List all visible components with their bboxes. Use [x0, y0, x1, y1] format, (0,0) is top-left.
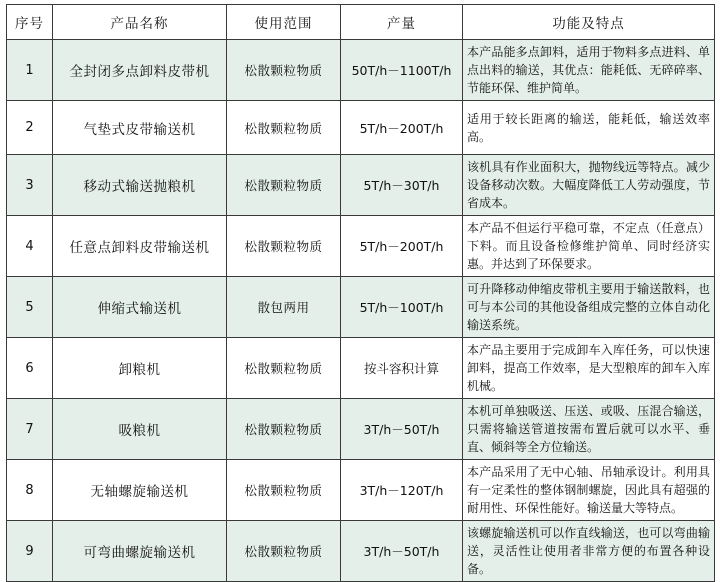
cell-no: 9: [7, 521, 53, 582]
table-row: [7, 40, 715, 101]
table-row: [7, 101, 715, 155]
cell-features: 本产品主要用于完成卸车入库任务，可以快速卸料，提高工作效率，是大型粮库的卸车入库机械。: [463, 338, 715, 399]
cell-product-name: 移动式输送抛粮机: [53, 155, 227, 216]
cell-features: 本产品不但运行平稳可靠，不定点（任意点）下料。而且设备检修维护简单、同时经济实惠。并达到了环保要求。: [463, 216, 715, 277]
cell-scope: 松散颗粒物质: [227, 338, 341, 399]
cell-scope: 松散颗粒物质: [227, 101, 341, 155]
table-row: [7, 216, 715, 277]
cell-no: 4: [7, 216, 53, 277]
cell-no: 5: [7, 277, 53, 338]
column-header-scope: 使用范围: [227, 5, 341, 40]
cell-output: 5T/h－200T/h: [341, 216, 463, 277]
cell-product-name: 伸缩式输送机: [53, 277, 227, 338]
table-row: [7, 277, 715, 338]
cell-features: 可升降移动伸缩皮带机主要用于输送散料，也可与本公司的其他设备组成完整的立体自动化输送系统。: [463, 277, 715, 338]
cell-scope: 松散颗粒物质: [227, 155, 341, 216]
cell-features: 适用于较长距离的输送，能耗低，输送效率高。: [463, 101, 715, 155]
cell-scope: 松散颗粒物质: [227, 399, 341, 460]
cell-features: 本产品能多点卸料，适用于物料多点进料、单点出料的输送，其优点：能耗低、无碎碎率、节能环保、维护简单。: [463, 40, 715, 101]
table-row: [7, 399, 715, 460]
product-spec-table: [6, 4, 715, 582]
cell-product-name: 无轴螺旋输送机: [53, 460, 227, 521]
header-row: [7, 5, 715, 40]
table-header: [7, 5, 715, 40]
cell-features: 本机可单独吸送、压送、或吸、压混合输送，只需将输送管道按需布置后就可以水平、垂直、倾斜等全方位输送。: [463, 399, 715, 460]
cell-output: 50T/h－1100T/h: [341, 40, 463, 101]
cell-no: 7: [7, 399, 53, 460]
cell-features: 该机具有作业面积大，抛物线远等特点。减少设备移动次数。大幅度降低工人劳动强度，节省成本。: [463, 155, 715, 216]
cell-product-name: 全封闭多点卸料皮带机: [53, 40, 227, 101]
cell-product-name: 卸粮机: [53, 338, 227, 399]
cell-no: 2: [7, 101, 53, 155]
cell-output: 5T/h－30T/h: [341, 155, 463, 216]
table-row: [7, 460, 715, 521]
cell-scope: 松散颗粒物质: [227, 460, 341, 521]
cell-output: 3T/h－50T/h: [341, 399, 463, 460]
cell-scope: 松散颗粒物质: [227, 521, 341, 582]
cell-output: 5T/h－100T/h: [341, 277, 463, 338]
column-header-features: 功能及特点: [463, 5, 715, 40]
cell-output: 3T/h－50T/h: [341, 521, 463, 582]
column-header-no: 序号: [7, 5, 53, 40]
column-header-product-name: 产品名称: [53, 5, 227, 40]
cell-features: 该螺旋输送机可以作直线输送，也可以弯曲输送，灵活性让使用者非常方便的布置各种设备。: [463, 521, 715, 582]
column-header-output: 产量: [341, 5, 463, 40]
cell-product-name: 吸粮机: [53, 399, 227, 460]
table-row: [7, 155, 715, 216]
cell-no: 8: [7, 460, 53, 521]
cell-scope: 松散颗粒物质: [227, 216, 341, 277]
cell-output: 按斗容积计算: [341, 338, 463, 399]
cell-no: 1: [7, 40, 53, 101]
table-row: [7, 521, 715, 582]
table-row: [7, 338, 715, 399]
cell-no: 6: [7, 338, 53, 399]
cell-scope: 松散颗粒物质: [227, 40, 341, 101]
cell-product-name: 任意点卸料皮带输送机: [53, 216, 227, 277]
cell-output: 3T/h－120T/h: [341, 460, 463, 521]
cell-scope: 散包两用: [227, 277, 341, 338]
cell-features: 本产品采用了无中心轴、吊轴承设计。利用具有一定柔性的整体钢制螺旋，因此具有超强的耐用性、环保性能好。输送量大等特点。: [463, 460, 715, 521]
table-body: [7, 40, 715, 582]
cell-output: 5T/h－200T/h: [341, 101, 463, 155]
cell-product-name: 气垫式皮带输送机: [53, 101, 227, 155]
cell-product-name: 可弯曲螺旋输送机: [53, 521, 227, 582]
cell-no: 3: [7, 155, 53, 216]
